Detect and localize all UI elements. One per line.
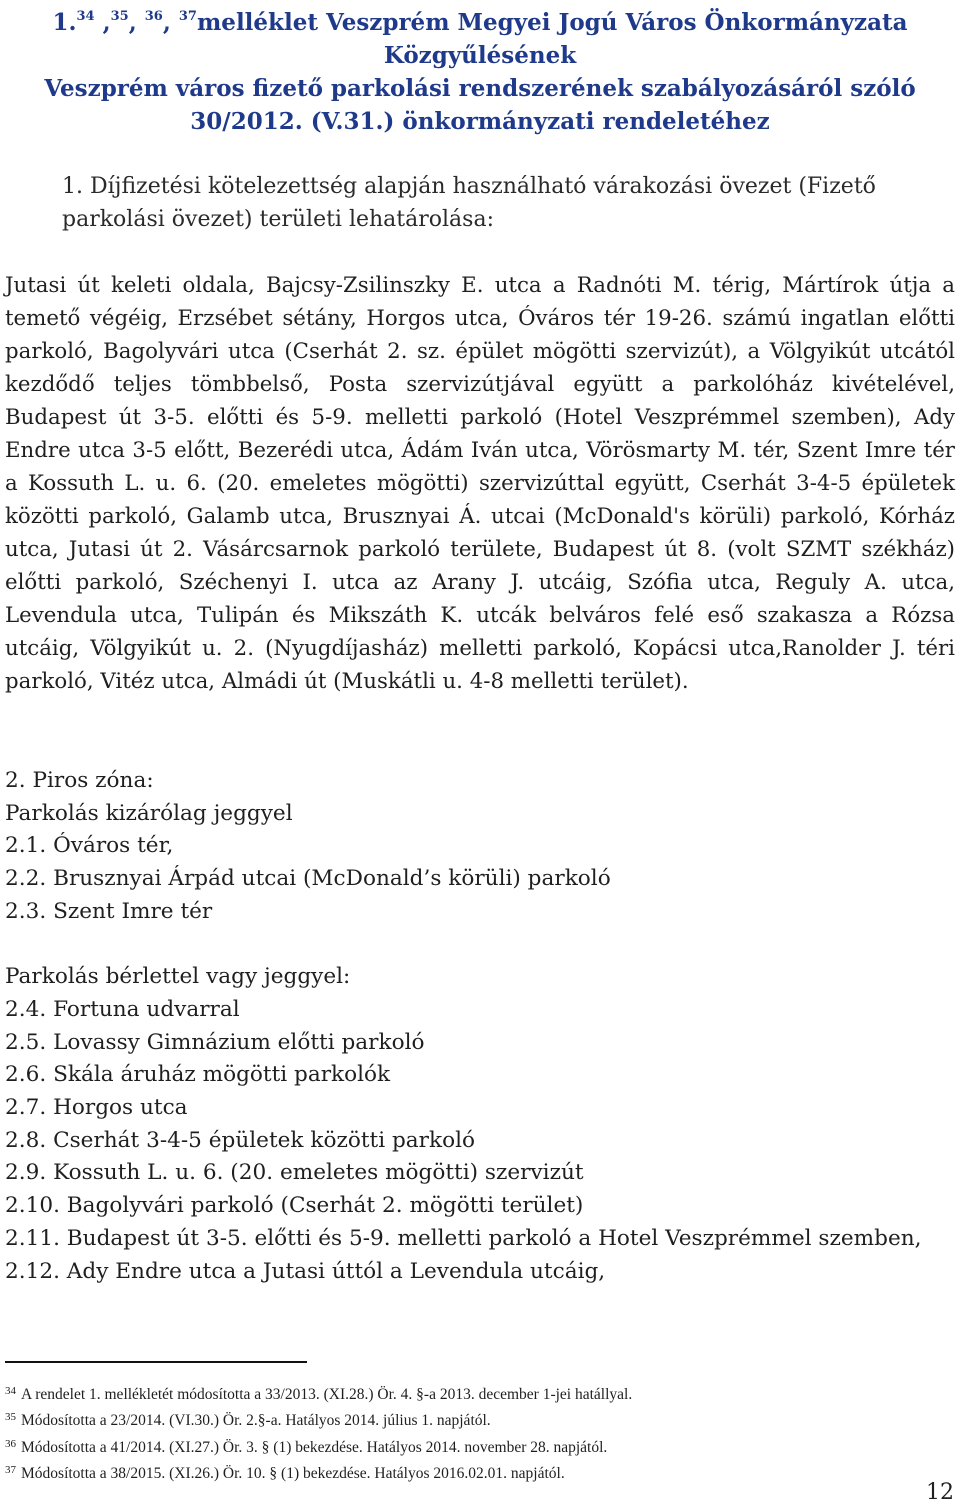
footnote-36 xyxy=(5,1433,955,1459)
section-1-body: Jutasi út keleti oldala, Bajcsy-Zsilinszky E. utca a Radnóti M. térig, Mártírok útja a temető végéig, Erzsébet sétány, Horgos utca, Óváros tér 19-26. számú ingatlan előtti parkoló, Bagolyvári utca (Cserhát 2. sz. épület mögötti szervizút), a Völgyikút utcától kezdődő teljes tömbbelső, Posta szervizútjával együtt a parkolóház kivételével, Budapest út 3-5. előtti és 5-9. melletti parkoló (Hotel Veszprémmel szemben), Ady Endre utca 3-5 előtt, Bezerédi utca, Ádám Iván utca, Vörösmarty M. tér, Szent Imre tér a Kossuth L. u. 6. (20. emeletes mögötti) szervizúttal együtt, Cserhát 3-4-5 épületek közötti parkoló, Galamb utca, Brusznyai Á. utcai (McDonald's körüli) parkoló, Kórház utca, Jutasi út 2. Vásárcsarnok parkoló területe, Budapest út 8. (volt SZMT székház) előtti parkoló, Széchenyi I. utca az Arany J. utcáig, Szófia utca, Reguly A. utca, Levendula utca, Tulipán és Mikszáth K. utcák belváros felé eső szakasza a Rózsa utcáig, Völgyikút u. 2. (Nyugdíjasház) melletti parkoló, Kopácsi utca,Ranolder J. téri parkoló, Vitéz utca, Almádi út (Muskátli u. 4-8 melletti terület). xyxy=(5,273,955,694)
ticket-only-heading: Parkolás kizárólag jeggyel xyxy=(5,800,293,826)
footnote-ref-37[interactable]: 37 xyxy=(178,9,197,24)
section-2-heading: 2. Piros zóna: xyxy=(5,768,154,793)
footnote-37 xyxy=(5,1459,955,1485)
list-item: 2.5. Lovassy Gimnázium előtti parkoló xyxy=(5,1029,425,1055)
footnote-text: A rendelet 1. mellékletét módosította a 33/2013. (XI.28.) Ör. 4. §-a 2013. december 1-jei hatállyal. xyxy=(21,1386,633,1403)
footnote-35 xyxy=(5,1406,955,1432)
section-2 xyxy=(5,765,955,1288)
footnote-ref-36[interactable]: 36 xyxy=(144,9,163,24)
footnote-number: 35 xyxy=(5,1411,16,1424)
footnote-number: 37 xyxy=(5,1463,16,1476)
page-title xyxy=(40,6,920,138)
list-item: 2.9. Kossuth L. u. 6. (20. emeletes mögötti) szervizút xyxy=(5,1160,584,1186)
footnote-divider xyxy=(5,1361,307,1363)
page-number: 12 xyxy=(926,1480,954,1505)
list-item: 2.3. Szent Imre tér xyxy=(5,898,213,924)
title-prefix: 1. xyxy=(52,9,77,36)
list-item: 2.4. Fortuna udvarral xyxy=(5,996,240,1022)
list-item: 2.12. Ady Endre utca a Jutasi úttól a Levendula utcáig, xyxy=(5,1258,606,1284)
list-item: 2.2. Brusznyai Árpád utcai (McDonald’s körüli) parkoló xyxy=(5,866,611,892)
list-item: 2.10. Bagolyvári parkoló (Cserhát 2. mögötti terület) xyxy=(5,1193,584,1219)
title-line-2: Közgyűlésének xyxy=(383,42,577,69)
list-item: 2.1. Óváros tér, xyxy=(5,833,174,859)
footnotes xyxy=(5,1380,955,1485)
spacer xyxy=(5,929,955,962)
list-item: 2.7. Horgos utca xyxy=(5,1095,188,1121)
list-item: 2.8. Cserhát 3-4-5 épületek közötti parkoló xyxy=(5,1127,475,1153)
footnote-text: Módosította a 41/2014. (XI.27.) Ör. 3. § (1) bekezdése. Hatályos 2014. november 28. napjától. xyxy=(21,1438,608,1456)
title-line-1: 1.34 ,$^{35}$, $^{36}$, $^{37}$melléklet Veszprém Megyei Jogú Város Önkormányzata xyxy=(52,9,908,36)
footnote-ref-35[interactable]: 35 xyxy=(110,9,129,24)
footnote-34 xyxy=(5,1380,955,1406)
title-line-4: 30/2012. (V.31.) önkormányzati rendeletéhez xyxy=(190,108,770,135)
footnote-number: 36 xyxy=(5,1437,16,1450)
section-1-heading: 1. Díjfizetési kötelezettség alapján használható várakozási övezet (Fizető parkolási övezet) területi lehatárolása: xyxy=(62,174,876,232)
title-line-1-text: melléklet Veszprém Megyei Jogú Város Önkormányzata xyxy=(196,9,908,36)
footnote-text: Módosította a 38/2015. (XI.26.) Ör. 10. § (1) bekezdése. Hatályos 2016.02.01. napjától. xyxy=(21,1464,565,1482)
list-item: 2.11. Budapest út 3-5. előtti és 5-9. melletti parkoló a Hotel Veszprémmel szemben, xyxy=(5,1225,922,1251)
list-item: 2.6. Skála áruház mögötti parkolók xyxy=(5,1062,391,1088)
footnote-ref-34[interactable]: 34 xyxy=(76,9,95,24)
footnote-text: Módosította a 23/2014. (VI.30.) Ör. 2.§-a. Hatályos 2014. július 1. napjától. xyxy=(21,1412,491,1430)
pass-or-ticket-heading: Parkolás bérlettel vagy jeggyel: xyxy=(5,964,351,990)
footnote-number: 34 xyxy=(5,1385,16,1397)
title-line-3: Veszprém város fizető parkolási rendszerének szabályozásáról szóló xyxy=(44,75,916,102)
